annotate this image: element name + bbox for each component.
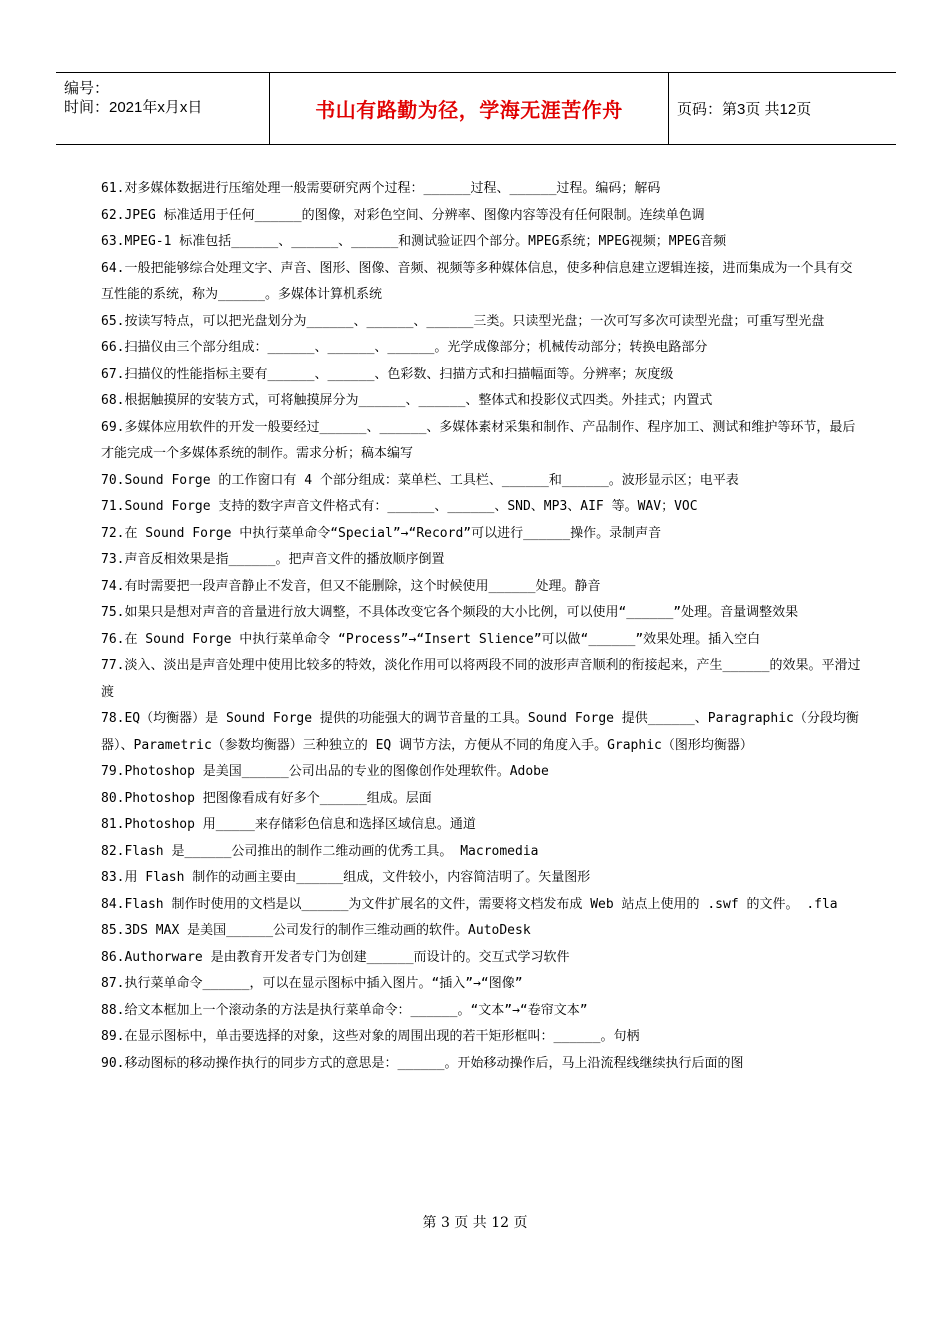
question-item: 76.在 Sound Forge 中执行菜单命令 “Process”→“Insert Slience”可以做“______”效果处理。插入空白 (101, 631, 761, 647)
time-label: 时间：2021年x月x日 (64, 99, 203, 116)
question-item: 71.Sound Forge 支持的数字声音文件格式有：______、______、SND、MP3、AIF 等。WAV；VOC (101, 499, 698, 514)
question-item: 75.如果只是想对声音的音量进行放大调整，不具体改变它各个频段的大小比例，可以使用“______”处理。音量调整效果 (101, 605, 799, 620)
question-item: 87.执行菜单命令______，可以在显示图标中插入图片。“插入”→“图像” (101, 976, 523, 991)
question-item: 68.根据触摸屏的安装方式，可将触摸屏分为______、______、整体式和投影仪式四类。外挂式；内置式 (101, 393, 713, 408)
question-item: 77.淡入、淡出是声音处理中使用比较多的特效，淡化作用可以将两段不同的波形声音顺利的衔接起来，产生______的效果。平滑过渡 (101, 658, 861, 700)
question-item: 79.Photoshop 是美国______公司出品的专业的图像创作处理软件。Adobe (101, 764, 549, 779)
header-page-info: 页码：第3页 共12页 (677, 101, 812, 118)
question-item: 72.在 Sound Forge 中执行菜单命令“Special”→“Record”可以进行______操作。录制声音 (101, 525, 662, 541)
question-item: 62.JPEG 标准适用于任何______的图像，对彩色空间、分辨率、图像内容等没有任何限制。连续单色调 (101, 207, 705, 223)
question-item: 70.Sound Forge 的工作窗口有 4 个部分组成：菜单栏、工具栏、______和______。波形显示区；电平表 (101, 472, 739, 488)
header-meta (64, 79, 269, 117)
question-item: 84.Flash 制作时使用的文档是以______为文件扩展名的文件，需要将文档发布成 Web 站点上使用的 .swf 的文件。 .fla (101, 896, 838, 912)
question-list (101, 176, 861, 1077)
page-header (56, 72, 896, 145)
question-item: 88.给文本框加上一个滚动条的方法是执行菜单命令：______。“文本”→“卷帘文本” (101, 1002, 588, 1018)
question-item: 66.扫描仪由三个部分组成：______、______、______。光学成像部分；机械传动部分；转换电路部分 (101, 340, 708, 355)
question-item: 78.EQ（均衡器）是 Sound Forge 提供的功能强大的调节音量的工具。Sound Forge 提供______、Paragraphic（分段均衡器）、Parametric（参数均衡器）三种独立的 EQ 调节方法，方便从不同的角度入手。Graphic（图形均衡器） (101, 711, 859, 753)
question-item: 65.按读写特点，可以把光盘划分为______、______、______三类。只读型光盘；一次可写多次可读型光盘；可重写型光盘 (101, 313, 825, 329)
question-item: 69.多媒体应用软件的开发一般要经过______、______、多媒体素材采集和制作、产品制作、程序加工、测试和维护等环节，最后才能完成一个多媒体系统的制作。需求分析；稿本编写 (101, 419, 856, 461)
question-item: 85.3DS MAX 是美国______公司发行的制作三维动画的软件。AutoDesk (101, 923, 531, 938)
question-item: 82.Flash 是______公司推出的制作二维动画的优秀工具。 Macromedia (101, 843, 539, 859)
question-item: 67.扫描仪的性能指标主要有______、______、色彩数、扫描方式和扫描幅面等。分辨率；灰度级 (101, 366, 674, 382)
question-item: 83.用 Flash 制作的动画主要由______组成，文件较小，内容简洁明了。矢量图形 (101, 870, 591, 885)
number-label: 编号： (64, 80, 110, 97)
header-motto: 书山有路勤为径，学海无涯苦作舟 (315, 98, 623, 122)
question-item: 64.一般把能够综合处理文字、声音、图形、图像、音频、视频等多种媒体信息，使多种信息建立逻辑连接，进而集成为一个具有交互性能的系统，称为______。多媒体计算机系统 (101, 260, 853, 302)
question-item: 90.移动图标的移动操作执行的同步方式的意思是：______。开始移动操作后，马上沿流程线继续执行后面的图 (101, 1055, 744, 1071)
question-item: 63.MPEG-1 标准包括______、______、______和测试验证四个部分。MPEG系统；MPEG视频；MPEG音频 (101, 234, 727, 249)
question-item: 81.Photoshop 用_____来存储彩色信息和选择区域信息。通道 (101, 817, 476, 832)
question-item: 61.对多媒体数据进行压缩处理一般需要研究两个过程：______过程、______过程。编码；解码 (101, 181, 661, 196)
question-item: 80.Photoshop 把图像看成有好多个______组成。层面 (101, 790, 432, 806)
question-item: 86.Authorware 是由教育开发者专门为创建______而设计的。交互式学习软件 (101, 949, 570, 965)
question-item: 73.声音反相效果是指______。把声音文件的播放顺序倒置 (101, 552, 445, 567)
question-item: 74.有时需要把一段声音静止不发音，但又不能删除，这个时候使用______处理。静音 (101, 578, 601, 594)
page-footer: 第 3 页 共 12 页 (422, 1215, 528, 1231)
question-item: 89.在显示图标中，单击要选择的对象，这些对象的周围出现的若干矩形框叫：______。句柄 (101, 1029, 640, 1044)
